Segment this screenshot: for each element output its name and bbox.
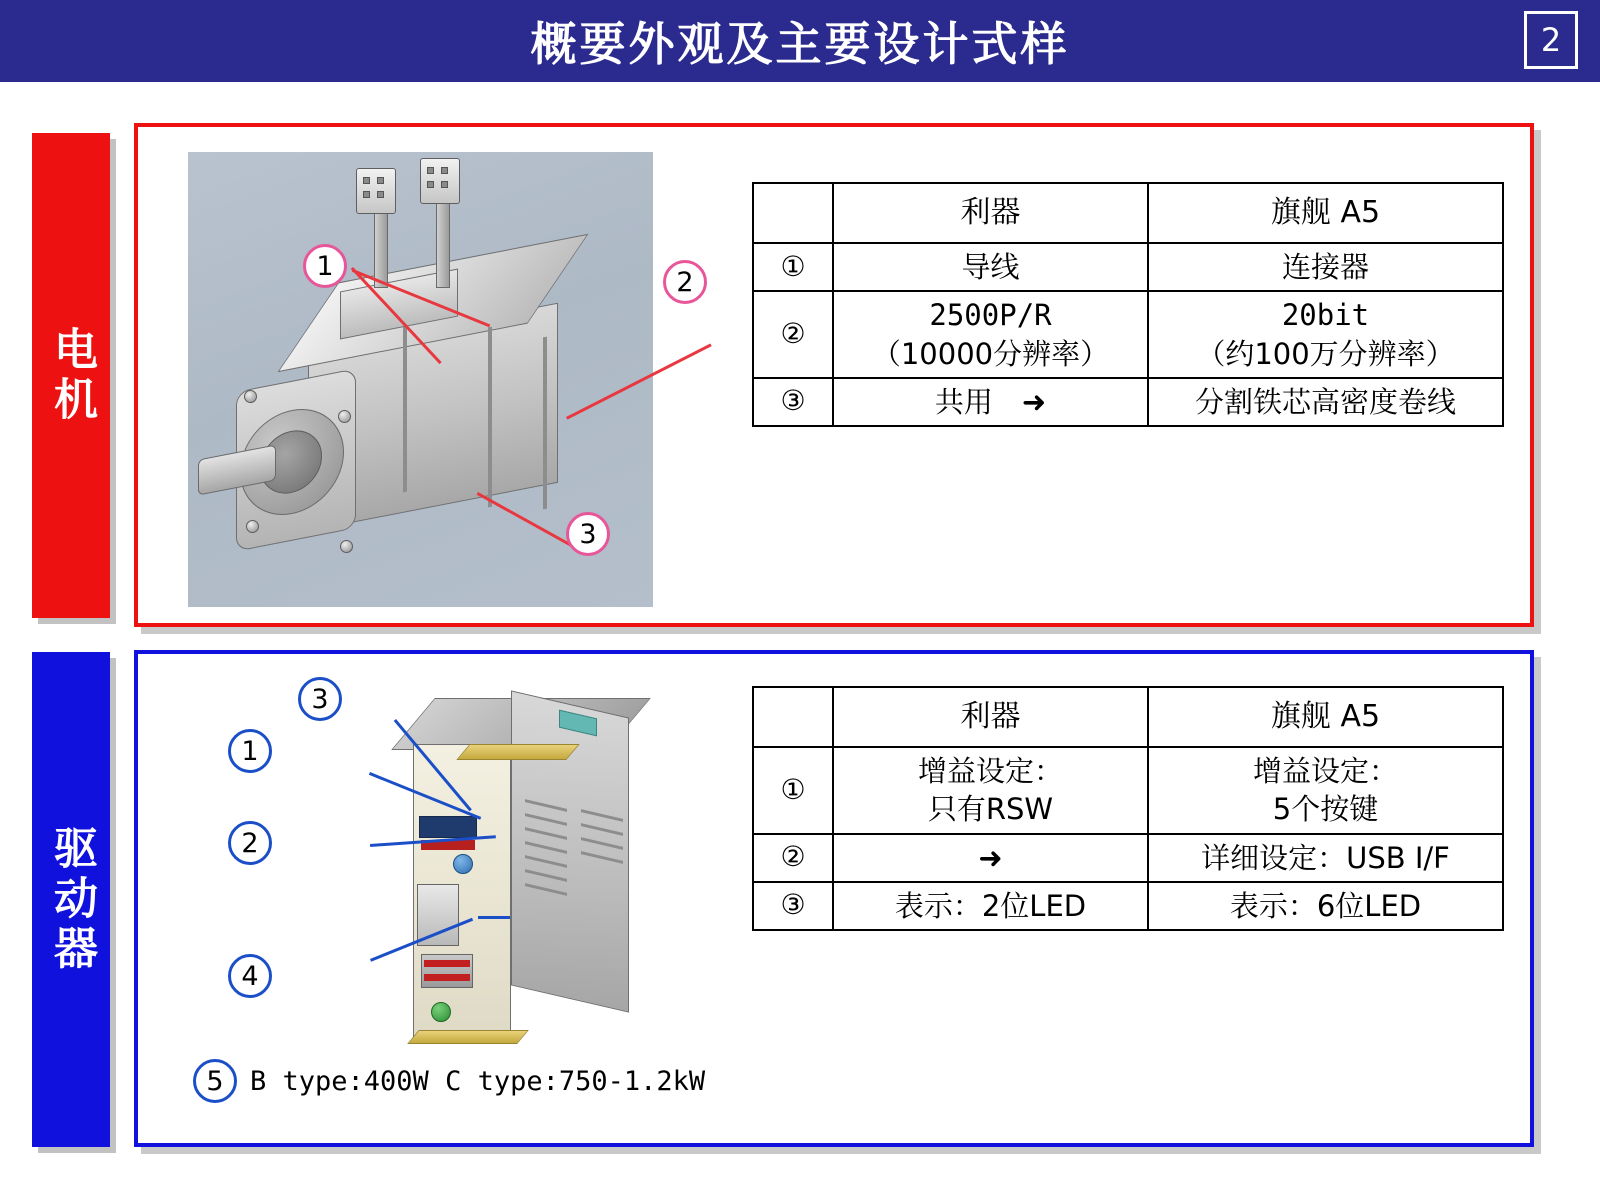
motor-callout-2[interactable]: 2 (663, 260, 707, 304)
drive-top-gold-plate (456, 744, 579, 760)
header-cell-qijian-a5: 旗舰 A5 (1148, 687, 1503, 747)
cell-a5: 连接器 (1148, 243, 1503, 291)
motor-cable-shape (374, 210, 388, 288)
cell-liqi: 导线 (833, 243, 1148, 291)
cell-line-2: 只有RSW (927, 792, 1054, 827)
motor-bolt-shape (244, 390, 257, 403)
drive-panel (134, 650, 1534, 1147)
motor-bolt-shape (338, 410, 351, 423)
row-index: ③ (753, 378, 833, 426)
cell-line-1: 增益设定： (917, 754, 1063, 788)
cell-a5: 表示：6位LED (1148, 882, 1503, 930)
motor-plug-shape (356, 168, 396, 214)
motor-plug-shape (420, 158, 460, 204)
motor-rib-shape (543, 337, 547, 510)
page-number-badge: 2 (1524, 11, 1578, 69)
drive-rotary-switch[interactable] (453, 854, 473, 874)
table-row (753, 747, 1503, 834)
table-row (753, 834, 1503, 882)
table-row (753, 882, 1503, 930)
drive-spec-table (752, 686, 1504, 931)
table-header-row (753, 687, 1503, 747)
table-row (753, 243, 1503, 291)
drive-illustration (313, 684, 653, 1044)
table-header-row (753, 183, 1503, 243)
drive-callout-1[interactable]: 1 (228, 729, 272, 773)
drive-callout-2[interactable]: 2 (228, 821, 272, 865)
header-cell-liqi: 利器 (833, 687, 1148, 747)
cell-line-2: 5个按键 (1272, 792, 1379, 827)
header-cell-index (753, 183, 833, 243)
cell-liqi: 表示：2位LED (833, 882, 1148, 930)
cell-a5: 详细设定：USB I/F (1148, 834, 1503, 882)
motor-spec-table (752, 182, 1504, 427)
drive-leader-line-4b (478, 916, 510, 919)
motor-panel (134, 123, 1534, 627)
header-cell-liqi: 利器 (833, 183, 1148, 243)
drive-callout-4[interactable]: 4 (228, 954, 272, 998)
cell-liqi: 共用 ➜ (833, 378, 1148, 426)
table-row (753, 378, 1503, 426)
motor-callout-3[interactable]: 3 (566, 512, 610, 556)
table-row (753, 291, 1503, 378)
drive-callout-5[interactable]: 5 (193, 1059, 237, 1103)
motor-rib-shape (403, 312, 407, 493)
header-cell-qijian-a5: 旗舰 A5 (1148, 183, 1503, 243)
header-cell-index (753, 687, 833, 747)
drive-side-shape (511, 690, 629, 1012)
cell-a5 (1148, 747, 1503, 834)
row-index: ③ (753, 882, 833, 930)
cell-a5: 分割铁芯高密度卷线 (1148, 378, 1503, 426)
drive-power-note: B type:400W C type:750-1.2kW (250, 1066, 706, 1097)
drive-base-gold-plate (407, 1030, 529, 1044)
drive-terminal-red-strip (424, 960, 470, 967)
motor-bolt-shape (340, 540, 353, 553)
cell-a5 (1148, 291, 1503, 378)
cell-line-2: （约100万分辨率） (1196, 336, 1455, 371)
section-tab-motor: 电机 (32, 133, 110, 618)
drive-ground-terminal (431, 1002, 451, 1022)
row-index: ① (753, 243, 833, 291)
cell-line-1: 增益设定： (1252, 754, 1398, 788)
motor-callout-1[interactable]: 1 (303, 244, 347, 288)
row-index: ② (753, 291, 833, 378)
section-tab-drive: 驱动器 (32, 652, 110, 1147)
cell-line-2: （10000分辨率） (871, 336, 1110, 371)
motor-rib-shape (488, 327, 492, 508)
drive-callout-3[interactable]: 3 (298, 677, 342, 721)
cell-line-1: 20bit (1281, 298, 1370, 333)
row-index: ① (753, 747, 833, 834)
drive-led-display (419, 816, 477, 838)
cell-liqi: ➜ (833, 834, 1148, 882)
motor-cable-shape (436, 200, 450, 288)
row-index: ② (753, 834, 833, 882)
cell-liqi (833, 291, 1148, 378)
cell-line-1: 2500P/R (929, 298, 1052, 333)
cell-liqi (833, 747, 1148, 834)
drive-terminal-red-strip (424, 974, 470, 981)
page-title: 概要外观及主要设计式样 (530, 17, 1070, 71)
slide-header (0, 0, 1600, 82)
motor-bolt-shape (246, 520, 259, 533)
